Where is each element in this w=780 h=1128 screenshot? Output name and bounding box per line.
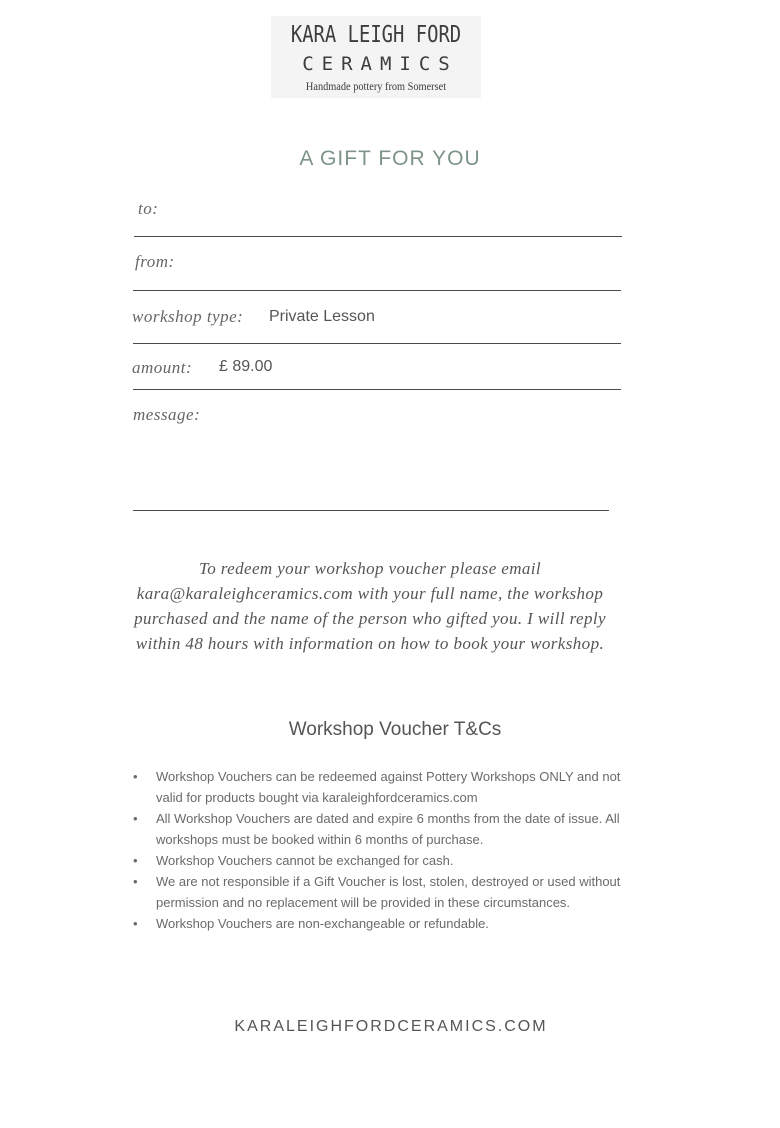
logo-name: KARA LEIGH FORD	[290, 22, 462, 48]
message-label: message:	[133, 405, 201, 424]
amount-label: amount:	[132, 358, 193, 377]
tc-item: • Workshop Vouchers can be redeemed against Pottery Workshops ONLY and not valid for products bought via karaleighfordceramics.com	[131, 766, 631, 808]
tc-title: Workshop Voucher T&Cs	[288, 719, 502, 740]
tc-item: • All Workshop Vouchers are dated and expire 6 months from the date of issue. All workshops must be booked within 6 months of purchase.	[131, 808, 631, 850]
tc-list	[131, 766, 631, 934]
tc-item: • We are not responsible if a Gift Voucher is lost, stolen, destroyed or used without permission and no replacement will be provided in these circumstances.	[131, 871, 631, 913]
redeem-instructions: To redeem your workshop voucher please email kara@karaleighceramics.com with your full name, the workshop purchased and the name of the person who gifted you. I will reply within 48 hours with information on how to book your workshop.	[134, 559, 606, 653]
message-line	[133, 510, 609, 511]
tc-item: • Workshop Vouchers cannot be exchanged for cash.	[131, 850, 631, 871]
from-line	[133, 290, 621, 291]
website-url: KARALEIGHFORDCERAMICS.COM	[234, 1018, 548, 1035]
logo-ceramics: CERAMICS	[302, 53, 458, 75]
amount-line	[133, 389, 621, 390]
to-label: to:	[138, 199, 159, 218]
page-title: A GIFT FOR YOU	[299, 147, 481, 170]
to-line	[134, 236, 622, 237]
logo-tagline: Handmade pottery from Somerset	[305, 79, 447, 93]
workshop-type-label: workshop type:	[132, 307, 244, 326]
from-label: from:	[135, 252, 175, 271]
amount-value: £ 89.00	[219, 358, 273, 375]
brand-logo	[271, 16, 481, 98]
workshop-type-value: Private Lesson	[269, 308, 375, 325]
tc-item: • Workshop Vouchers are non-exchangeable or refundable.	[131, 913, 631, 934]
workshop-type-line	[133, 343, 621, 344]
